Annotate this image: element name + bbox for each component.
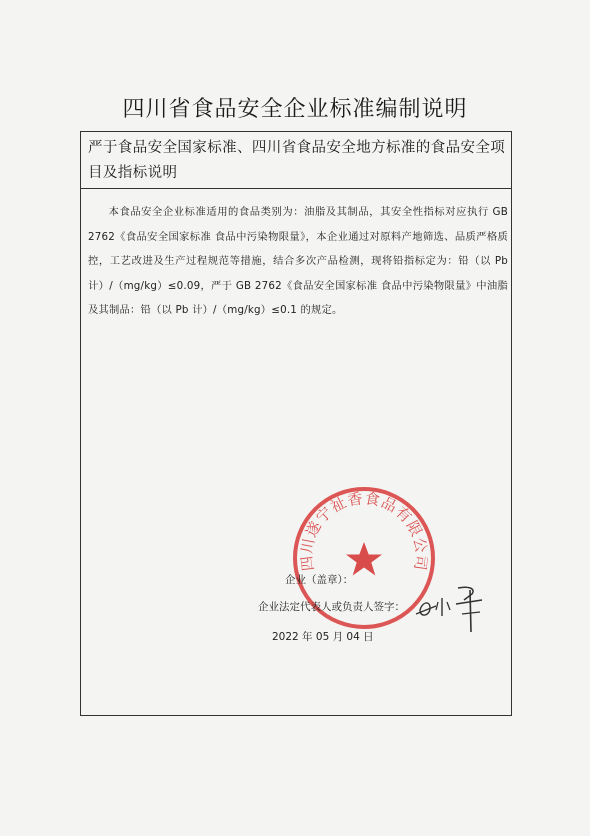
company-stamp-label: 企业（盖章）：	[285, 574, 354, 586]
body-paragraph: 本食品安全企业标准适用的食品类别为：油脂及其制品，其安全性指标对应执行 GB 2762《食品安全国家标准 食品中污染物限量》，本企业通过对原料产地筛选、品质严格质控，工艺改进及生产过程规范等措施，结合多次产品检测，现将铅指标定为：铅（以 Pb 计）/（mg/kg）≤0.09，严于 GB 2762《食品安全国家标准 食品中污染物限量》中油脂及其制品：铅（以 Pb 计）/（mg/kg）≤0.1 的规定。	[88, 206, 508, 316]
section-heading: 严于食品安全国家标准、四川省食品安全地方标准的食品安全项目及指标说明	[88, 140, 506, 181]
seal-text: 四川遂宁祉香食品有限公司	[297, 489, 431, 573]
star-icon	[346, 542, 382, 576]
legal-rep-label: 企业法定代表人或负责人签字：	[258, 601, 405, 613]
document-title: 四川省食品安全企业标准编制说明	[122, 97, 468, 122]
signing-date: 2022 年 05 月 04 日	[272, 631, 374, 643]
divider-line	[81, 188, 511, 189]
handwritten-signature	[414, 580, 494, 638]
